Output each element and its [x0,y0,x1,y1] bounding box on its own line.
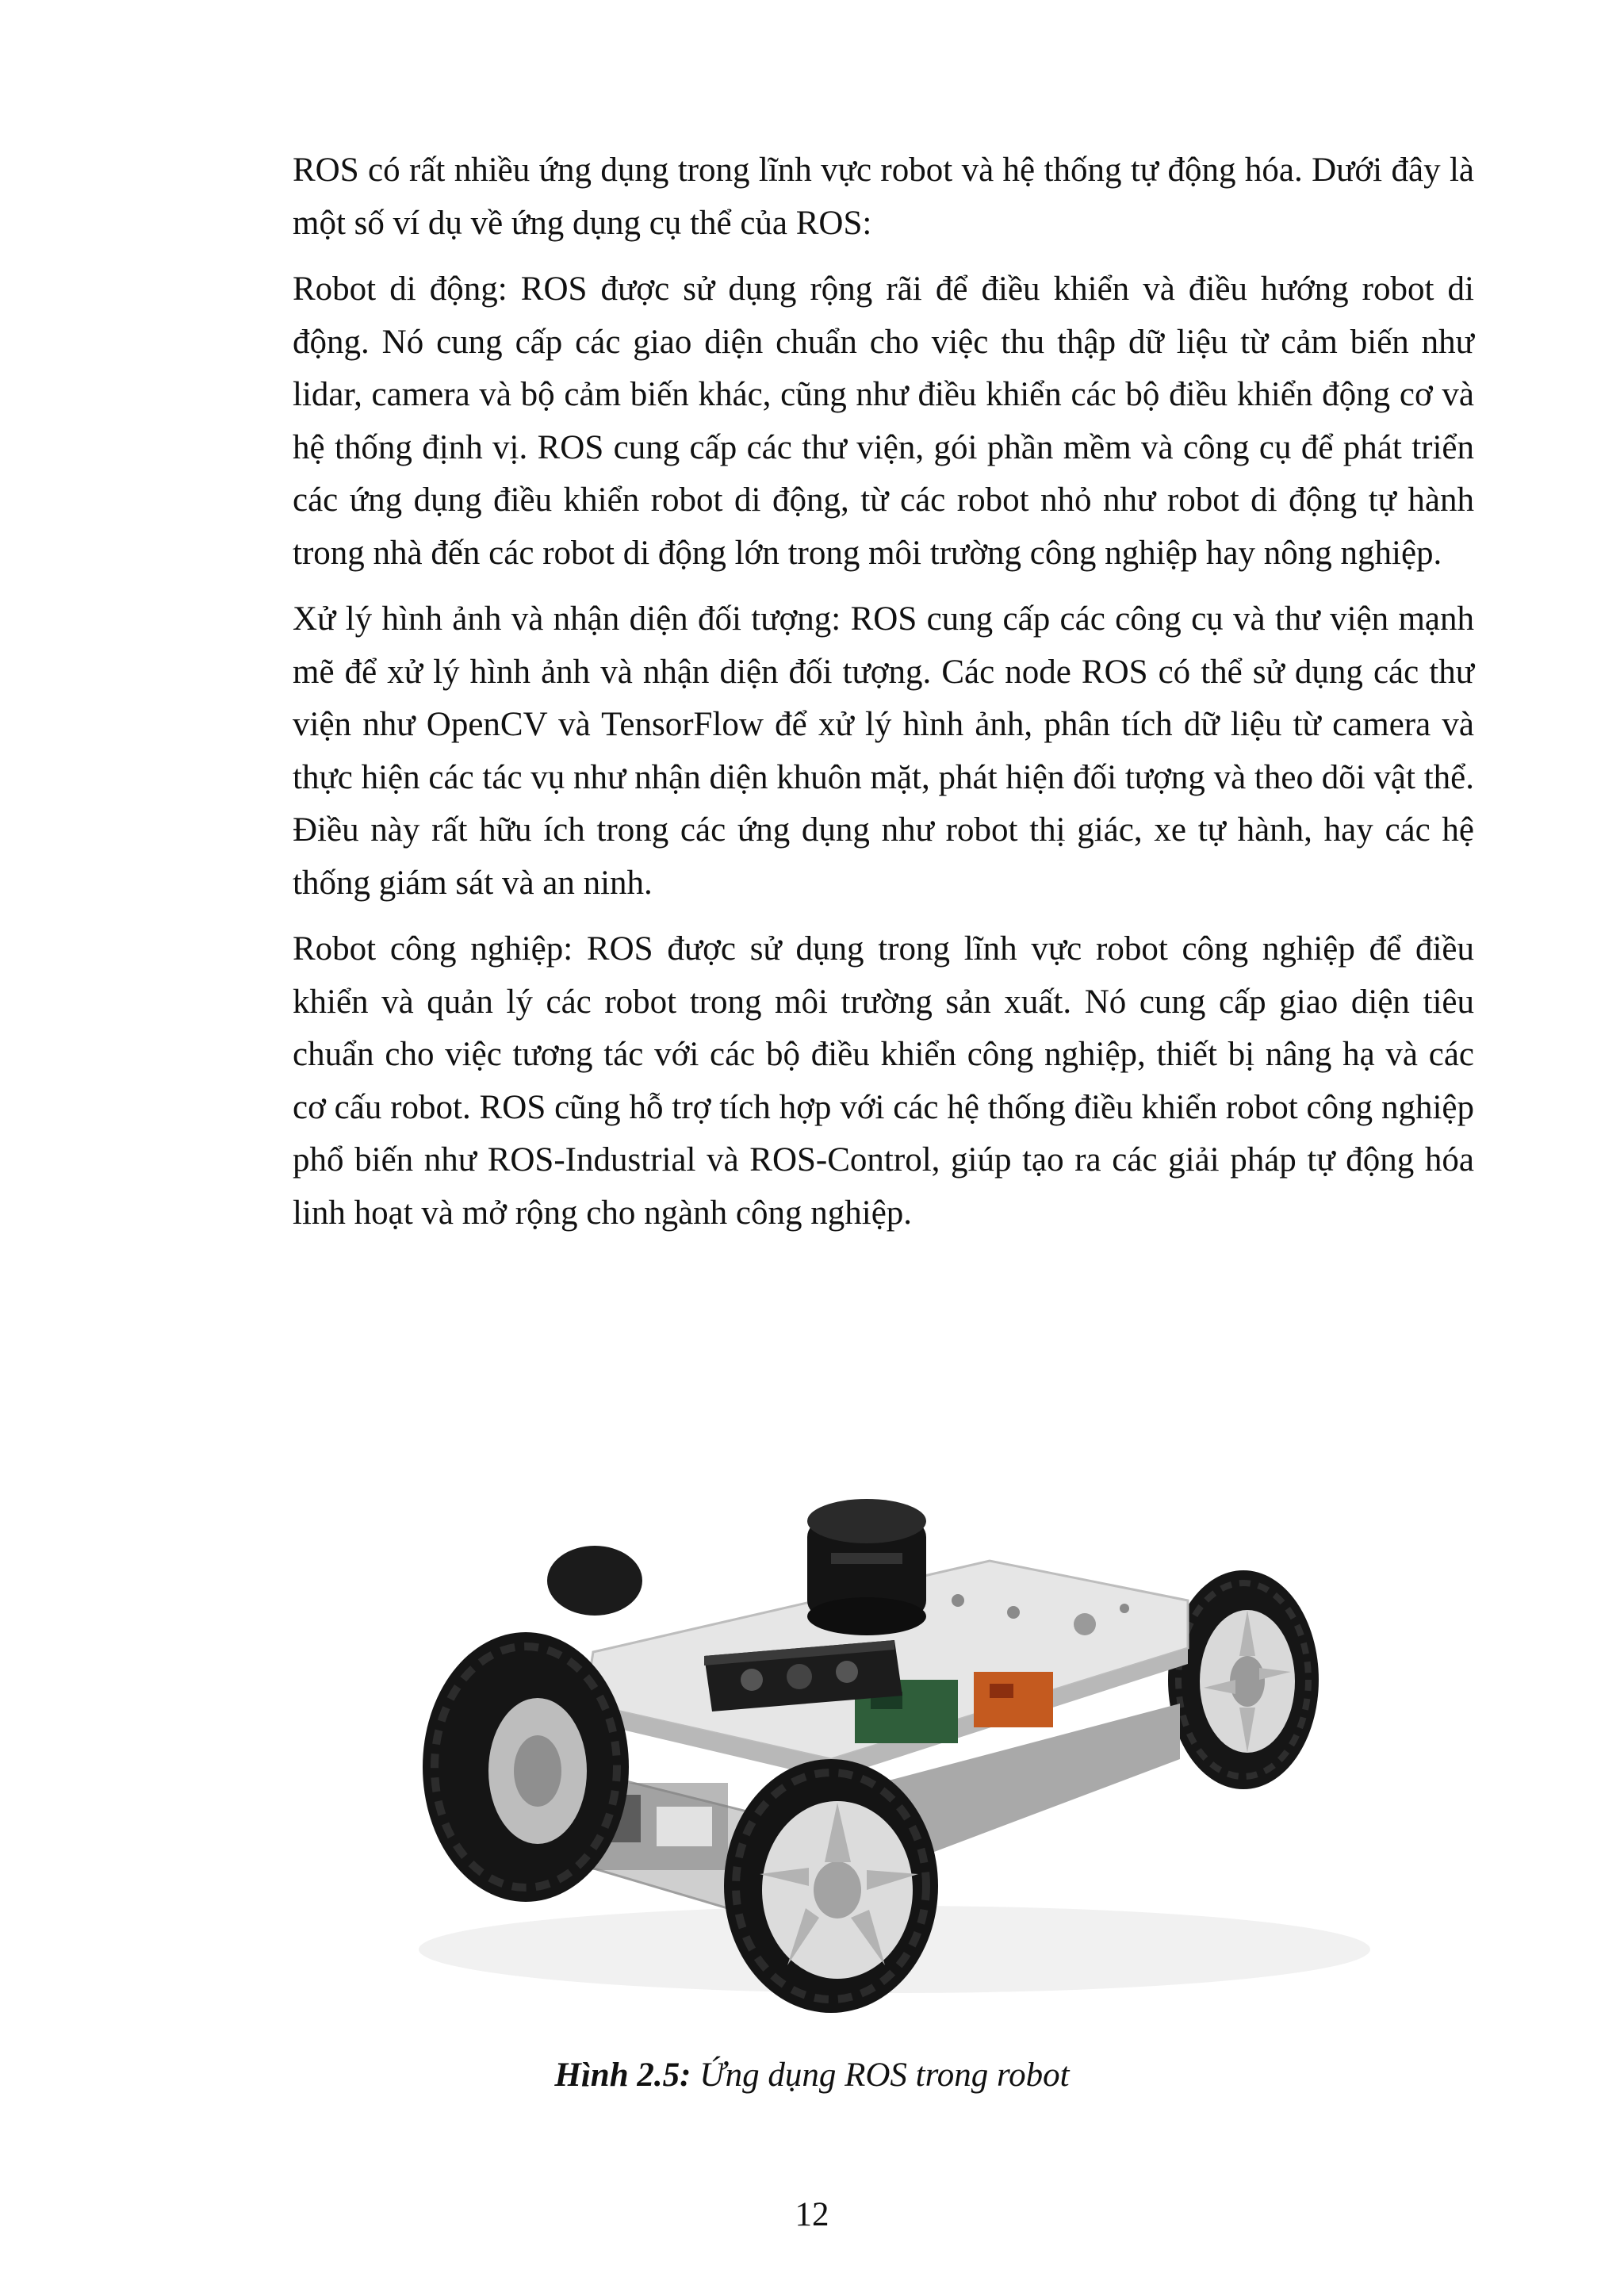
front-right-wheel [724,1759,938,2013]
caption-text: Ứng dụng ROS trong robot [691,2056,1070,2094]
paragraph-mobile-robot: Robot di động: ROS được sử dụng rộng rãi để điều khiển và điều hướng robot di động. Nó cung cấp các giao diện chuẩn cho việc thu thập dữ liệu từ cảm biến như lidar, camera và bộ cảm biến khác, cũng như điều khiển các bộ điều khiển động cơ và hệ thống định vị. ROS cung cấp các thư viện, gói phần mềm và công cụ để phát triển các ứng dụng điều khiển robot di động, từ các robot nhỏ như robot di động tự hành trong nhà đến các robot di động lớn trong môi trường công nghiệp hay nông nghiệp. [293,270,1474,572]
rear-right-wheel [1168,1570,1319,1789]
body-text [293,144,1474,1253]
front-left-wheel [423,1632,629,1902]
lidar-sensor [807,1499,926,1635]
robot-car-illustration [387,1442,1410,2013]
paragraph-image-processing: Xử lý hình ảnh và nhận diện đối tượng: ROS cung cấp các công cụ và thư viện mạnh mẽ để xử lý hình ảnh và nhận diện đối tượng. Các node ROS có thể sử dụng các thư viện như OpenCV và TensorFlow để xử lý hình ảnh, phân tích dữ liệu từ camera và thực hiện các tác vụ như nhận diện khuôn mặt, phát hiện đối tượng và theo dõi vật thể. Điều này rất hữu ích trong các ứng dụng như robot thị giác, xe tự hành, hay các hệ thống giám sát và an ninh. [293,600,1474,902]
paragraph-industrial-robot: Robot công nghiệp: ROS được sử dụng trong lĩnh vực robot công nghiệp để điều khiển và quản lý các robot trong môi trường sản xuất. Nó cung cấp giao diện tiêu chuẩn cho việc tương tác với các bộ điều khiển công nghiệp, thiết bị nâng hạ và các cơ cấu robot. ROS cũng hỗ trợ tích hợp với các hệ thống điều khiển robot công nghiệp phổ biến như ROS-Industrial và ROS-Control, giúp tạo ra các giải pháp tự động hóa linh hoạt và mở rộng cho ngành công nghiệp. [293,930,1474,1232]
figure-caption [0,2056,1624,2095]
page-number: 12 [795,2196,829,2233]
rear-left-wheel [547,1546,642,1616]
paragraph-intro: ROS có rất nhiều ứng dụng trong lĩnh vực robot và hệ thống tự động hóa. Dưới đây là một số ví dụ về ứng dụng cụ thể của ROS: [293,151,1474,242]
robot-figure [387,1442,1410,2013]
caption-label: Hình 2.5: [554,2056,691,2094]
